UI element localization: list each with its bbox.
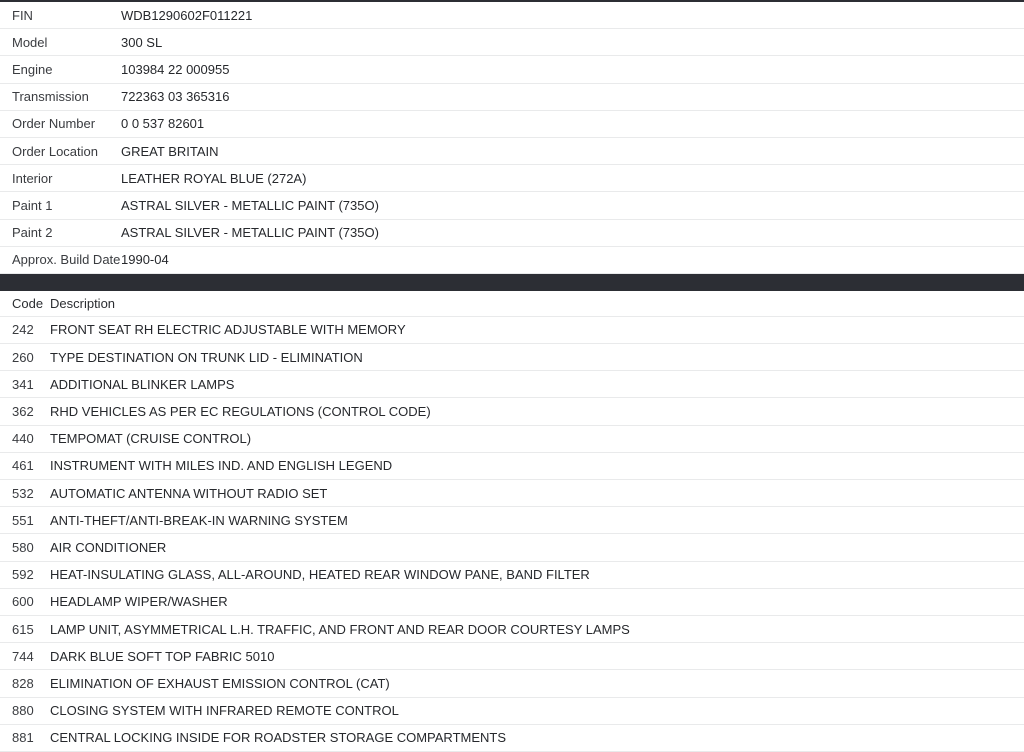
- code-row: [0, 589, 1024, 616]
- code-row: [0, 725, 1024, 752]
- description-cell: DARK BLUE SOFT TOP FABRIC 5010: [50, 648, 275, 664]
- description-cell: ELIMINATION OF EXHAUST EMISSION CONTROL (CAT): [50, 675, 390, 691]
- description-column-header: Description: [50, 295, 116, 311]
- code-row: [0, 698, 1024, 725]
- description-cell: CLOSING SYSTEM WITH INFRARED REMOTE CONTROL: [50, 703, 399, 719]
- description-cell: RHD VEHICLES AS PER EC REGULATIONS (CONTROL CODE): [50, 404, 431, 420]
- spec-row: [0, 111, 1024, 138]
- spec-row-label: Order Number: [12, 116, 96, 132]
- spec-row: [0, 84, 1024, 111]
- code-row: [0, 616, 1024, 643]
- spec-row: [0, 29, 1024, 56]
- code-row: [0, 534, 1024, 561]
- code-row: [0, 507, 1024, 534]
- description-cell: TYPE DESTINATION ON TRUNK LID - ELIMINATION: [50, 349, 363, 365]
- equipment-codes-table: [0, 291, 1024, 752]
- description-cell: TEMPOMAT (CRUISE CONTROL): [50, 431, 252, 447]
- code-row: [0, 480, 1024, 507]
- code-cell: 600: [12, 594, 34, 610]
- spec-row: [0, 247, 1024, 274]
- spec-row-value: LEATHER ROYAL BLUE (272A): [121, 170, 307, 186]
- spec-row-label: Order Location: [12, 143, 98, 159]
- spec-row-label: Approx. Build Date: [12, 252, 121, 268]
- spec-row-value: GREAT BRITAIN: [121, 143, 219, 159]
- spec-row-value: ASTRAL SILVER - METALLIC PAINT (735O): [121, 197, 379, 213]
- code-cell: 242: [12, 322, 34, 338]
- code-cell: 461: [12, 458, 34, 474]
- code-row: [0, 562, 1024, 589]
- spec-row-value: ASTRAL SILVER - METALLIC PAINT (735O): [121, 225, 379, 241]
- description-cell: ADDITIONAL BLINKER LAMPS: [50, 376, 235, 392]
- code-cell: 551: [12, 512, 34, 528]
- code-row: [0, 371, 1024, 398]
- spec-row-value: 300 SL: [121, 34, 163, 50]
- spec-row-label: Paint 1: [12, 197, 53, 213]
- code-row: [0, 398, 1024, 425]
- spec-row: [0, 220, 1024, 247]
- description-cell: HEAT-INSULATING GLASS, ALL-AROUND, HEATED REAR WINDOW PANE, BAND FILTER: [50, 567, 590, 583]
- code-cell: 828: [12, 675, 34, 691]
- spec-row: [0, 192, 1024, 219]
- spec-row-label: Paint 2: [12, 225, 53, 241]
- description-cell: LAMP UNIT, ASYMMETRICAL L.H. TRAFFIC, AND FRONT AND REAR DOOR COURTESY LAMPS: [50, 621, 630, 637]
- spec-row-value: 1990-04: [121, 252, 169, 268]
- description-cell: AIR CONDITIONER: [50, 539, 167, 555]
- code-cell: 580: [12, 539, 34, 555]
- code-cell: 532: [12, 485, 34, 501]
- codes-table-header-row: [0, 291, 1024, 317]
- code-row: [0, 643, 1024, 670]
- spec-row-label: FIN: [12, 7, 33, 23]
- code-column-header: Code: [12, 295, 44, 311]
- code-row: [0, 670, 1024, 697]
- description-cell: AUTOMATIC ANTENNA WITHOUT RADIO SET: [50, 485, 328, 501]
- spec-row-label: Transmission: [12, 89, 89, 105]
- spec-row-value: 103984 22 000955: [121, 61, 230, 77]
- description-cell: ANTI-THEFT/ANTI-BREAK-IN WARNING SYSTEM: [50, 512, 348, 528]
- spec-row: [0, 138, 1024, 165]
- description-cell: HEADLAMP WIPER/WASHER: [50, 594, 228, 610]
- code-cell: 440: [12, 431, 34, 447]
- spec-row: [0, 56, 1024, 83]
- spec-row-label: Engine: [12, 61, 53, 77]
- code-row: [0, 317, 1024, 344]
- codes-table-body: [0, 317, 1024, 752]
- spec-row-value: WDB1290602F011221: [121, 7, 253, 23]
- vehicle-spec-table: [0, 0, 1024, 274]
- spec-row-value: 0 0 537 82601: [121, 116, 205, 132]
- spec-row-value: 722363 03 365316: [121, 89, 230, 105]
- code-row: [0, 344, 1024, 371]
- spec-row-label: Model: [12, 34, 48, 50]
- code-cell: 880: [12, 703, 34, 719]
- code-cell: 260: [12, 349, 34, 365]
- description-cell: INSTRUMENT WITH MILES IND. AND ENGLISH LEGEND: [50, 458, 393, 474]
- code-cell: 362: [12, 404, 34, 420]
- spec-row-label: Interior: [12, 170, 53, 186]
- code-cell: 744: [12, 648, 34, 664]
- spec-row: [0, 165, 1024, 192]
- code-row: [0, 453, 1024, 480]
- code-cell: 615: [12, 621, 34, 637]
- spec-row: [0, 2, 1024, 29]
- code-cell: 881: [12, 730, 34, 746]
- code-cell: 341: [12, 376, 34, 392]
- code-cell: 592: [12, 567, 34, 583]
- code-row: [0, 426, 1024, 453]
- description-cell: CENTRAL LOCKING INSIDE FOR ROADSTER STORAGE COMPARTMENTS: [50, 730, 507, 746]
- section-divider-bar: [0, 274, 1024, 291]
- description-cell: FRONT SEAT RH ELECTRIC ADJUSTABLE WITH MEMORY: [50, 322, 406, 338]
